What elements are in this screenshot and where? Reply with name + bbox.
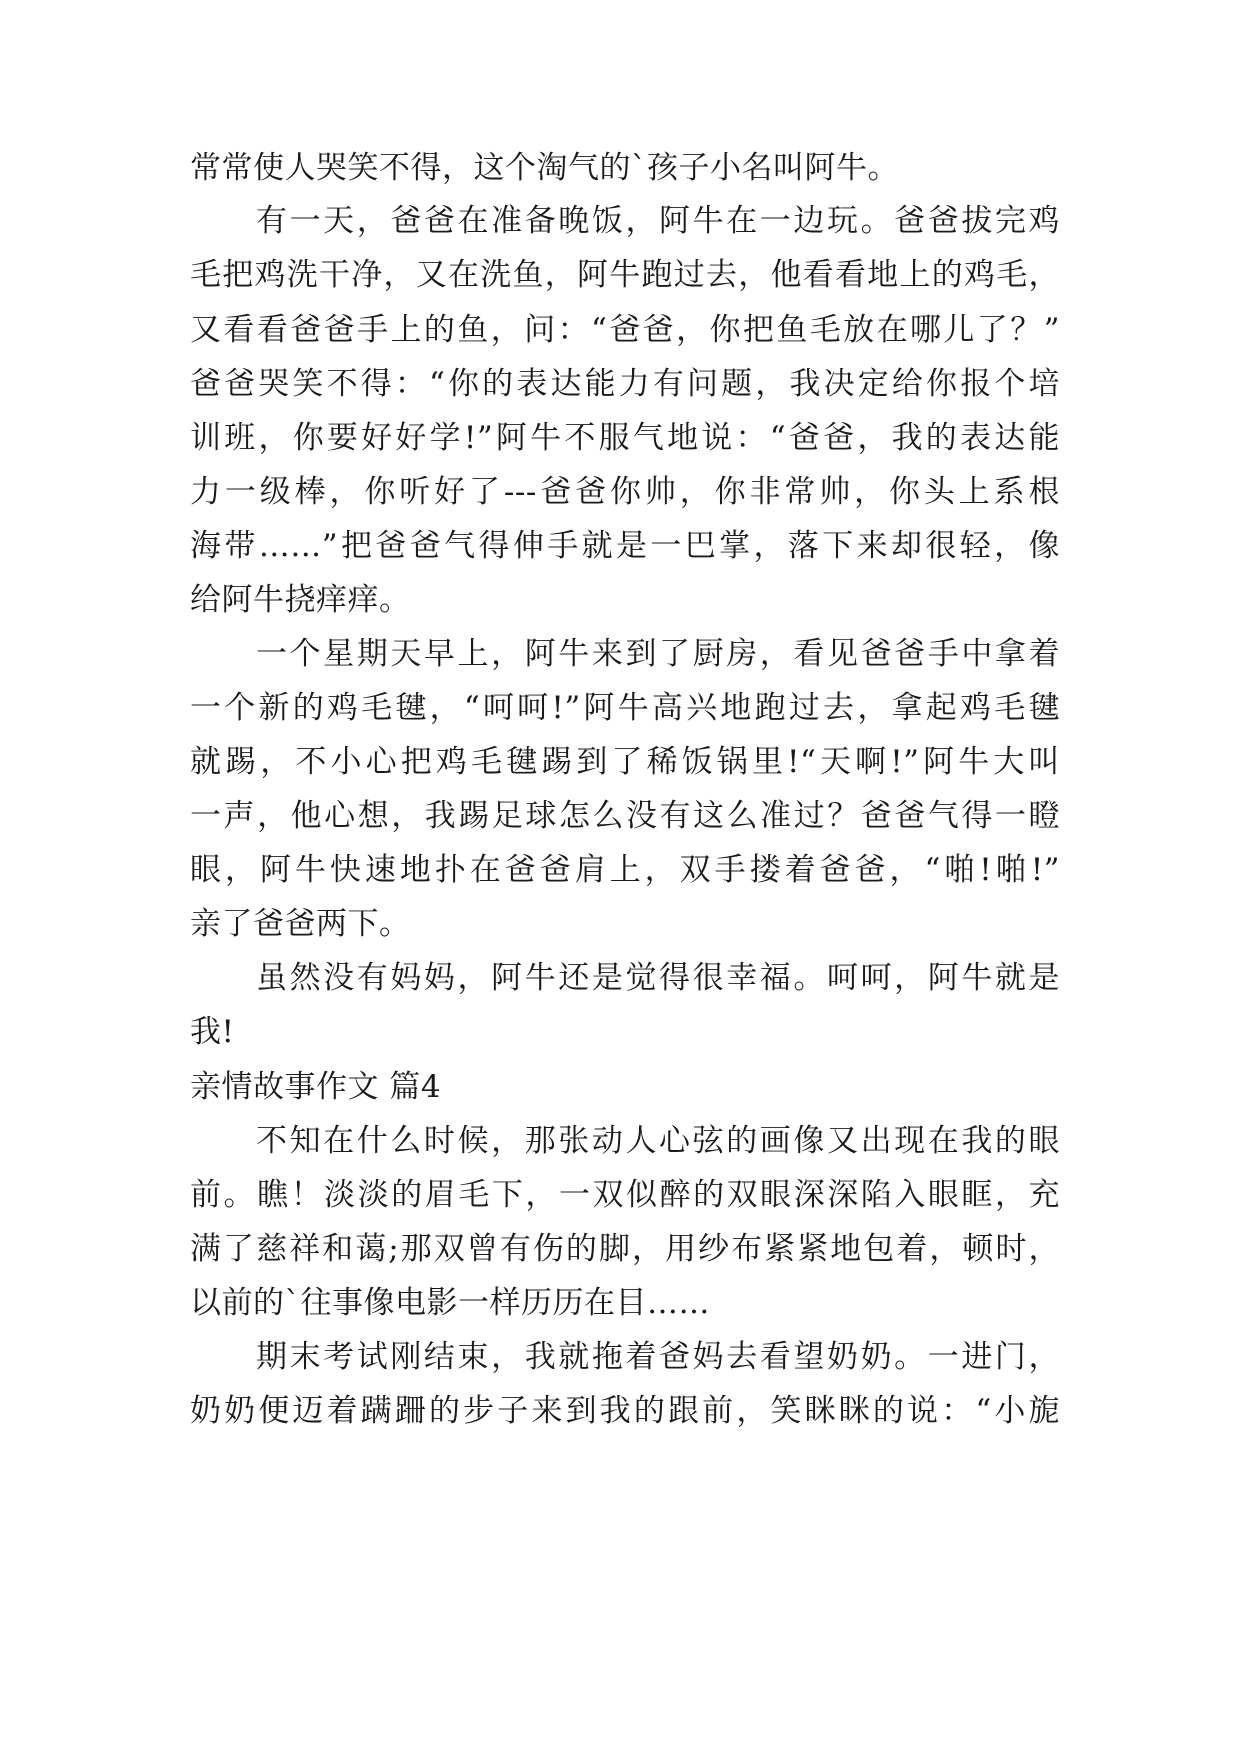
paragraph-line: 以前的`往事像电影一样历历在目…… <box>190 1285 710 1321</box>
paragraph-line: 爸爸哭笑不得：“你的表达能力有问题，我决定给你报个培 <box>190 366 1060 402</box>
paragraph-line: 有一天，爸爸在准备晚饭，阿牛在一边玩。爸爸拔完鸡 <box>256 203 1060 239</box>
paragraph-line: 又看看爸爸手上的鱼，问：“爸爸，你把鱼毛放在哪儿了？” <box>190 312 1060 348</box>
paragraph-line: 常常使人哭笑不得，这个淘气的`孩子小名叫阿牛。 <box>190 150 899 186</box>
paragraph-line: 一个新的鸡毛毽，“呵呵!”阿牛高兴地跑过去，拿起鸡毛毽 <box>190 690 1060 726</box>
paragraph-line: 一个星期天早上，阿牛来到了厨房，看见爸爸手中拿着 <box>256 636 1060 672</box>
paragraph-line: 就踢，不小心把鸡毛毽踢到了稀饭锅里!“天啊!”阿牛大叫 <box>190 744 1060 780</box>
paragraph-line: 亲了爸爸两下。 <box>190 906 411 942</box>
paragraph-line: 眼，阿牛快速地扑在爸爸肩上，双手搂着爸爸，“啪!啪!” <box>190 852 1060 888</box>
paragraph-line: 满了慈祥和蔼;那双曾有伤的脚，用纱布紧紧地包着，顿时， <box>190 1231 1060 1267</box>
paragraph-line: 训班，你要好好学!”阿牛不服气地说：“爸爸，我的表达能 <box>190 420 1060 456</box>
paragraph-line: 前。瞧！淡淡的眉毛下，一双似醉的双眼深深陷入眼眶，充 <box>190 1177 1060 1213</box>
paragraph-line: 不知在什么时候，那张动人心弦的画像又出现在我的眼 <box>256 1123 1060 1159</box>
paragraph-line: 期末考试刚结束，我就拖着爸妈去看望奶奶。一进门， <box>256 1339 1060 1375</box>
paragraph-line: 我! <box>190 1014 235 1050</box>
paragraph-line: 奶奶便迈着蹒跚的步子来到我的跟前，笑眯眯的说：“小旎 <box>190 1393 1060 1429</box>
paragraph-line: 虽然没有妈妈，阿牛还是觉得很幸福。呵呵，阿牛就是 <box>256 960 1060 996</box>
paragraph-line: 一声，他心想，我踢足球怎么没有这么准过？爸爸气得一瞪 <box>190 798 1060 834</box>
paragraph-line: 毛把鸡洗干净，又在洗鱼，阿牛跑过去，他看看地上的鸡毛， <box>190 257 1060 293</box>
paragraph-line: 力一级棒，你听好了---爸爸你帅，你非常帅，你头上系根 <box>190 474 1060 510</box>
paragraph-line: 海带……”把爸爸气得伸手就是一巴掌，落下来却很轻，像 <box>190 528 1060 564</box>
paragraph-line: 给阿牛挠痒痒。 <box>190 582 411 618</box>
section-heading: 亲情故事作文 篇4 <box>190 1069 442 1105</box>
